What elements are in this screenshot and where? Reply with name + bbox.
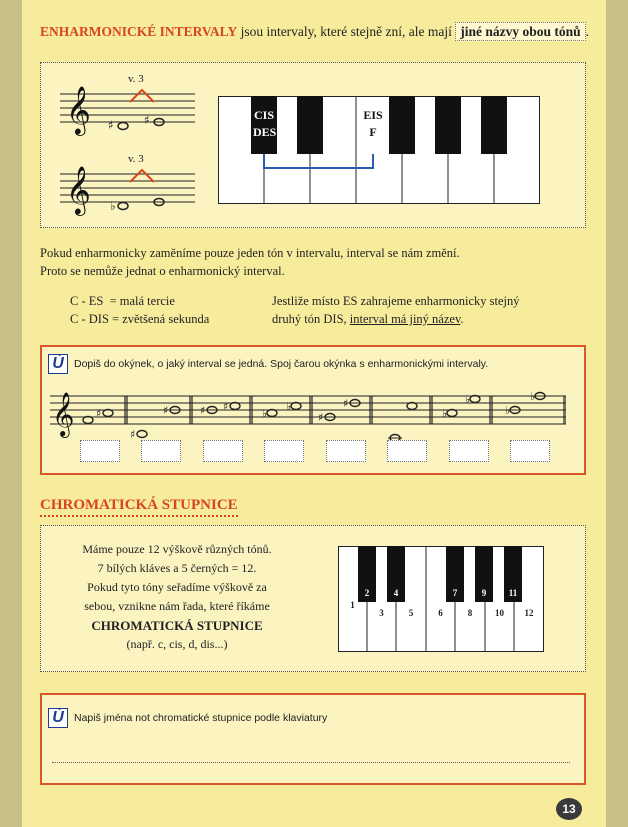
staff-2-label: v. 3 xyxy=(128,153,144,165)
chromatic-line-6: (např. c, cis, d, dis...) xyxy=(126,637,228,651)
exercise-2-box xyxy=(40,693,586,785)
black-key-number: 11 xyxy=(508,588,518,598)
example-right-2a: druhý tón DIS, xyxy=(272,312,347,326)
answer-box[interactable] xyxy=(80,440,120,462)
example-left-1: C - ES = malá tercie xyxy=(70,294,175,308)
black-key-number: 9 xyxy=(481,588,487,598)
key-des: DES xyxy=(253,125,277,139)
exercise-1-instruction: Dopiš do okýnek, o jaký interval se jedná. Spoj čarou okýnka s enharmonickými intervaly. xyxy=(74,358,489,370)
chromatic-line-4: sebou, vznikne nám řada, které říkáme xyxy=(84,599,270,613)
white-key-number: 6 xyxy=(438,608,443,618)
intro-line xyxy=(40,24,589,40)
svg-text:♭: ♭ xyxy=(465,393,471,406)
svg-text:♯: ♯ xyxy=(130,428,136,441)
exercise-1-icon: Ú xyxy=(48,354,68,374)
answer-box[interactable] xyxy=(449,440,489,462)
white-key-number: 10 xyxy=(495,608,504,618)
example-right-2 xyxy=(272,310,520,328)
svg-text:♯: ♯ xyxy=(223,400,229,413)
white-key-number: 3 xyxy=(379,608,384,618)
answer-box[interactable] xyxy=(203,440,243,462)
answer-box[interactable] xyxy=(326,440,366,462)
black-key-number: 4 xyxy=(393,588,399,598)
chromatic-text xyxy=(62,540,292,654)
svg-text:♭: ♭ xyxy=(530,390,536,403)
svg-text:♯: ♯ xyxy=(200,404,206,417)
key-cis-des-label xyxy=(253,107,275,141)
intro-text: jsou intervaly, které stejně zní, ale mají xyxy=(240,24,452,39)
answer-line[interactable] xyxy=(52,762,570,763)
svg-text:♯: ♯ xyxy=(318,411,324,424)
white-key-number: 5 xyxy=(408,608,414,618)
exercise-2-instruction: Napiš jména not chromatické stupnice podle klaviatury xyxy=(74,712,328,724)
staff-1-label: v. 3 xyxy=(128,73,144,85)
svg-text:♯: ♯ xyxy=(144,113,150,127)
intro-highlight: jiné názvy obou tónů xyxy=(455,22,585,41)
answer-box[interactable] xyxy=(141,440,181,462)
svg-text:♯: ♯ xyxy=(108,118,114,132)
page-number: 13 xyxy=(556,798,582,820)
svg-text:♭: ♭ xyxy=(262,407,268,420)
intro-end: . xyxy=(585,24,590,39)
answer-box[interactable] xyxy=(264,440,304,462)
intro-heading: ENHARMONICKÉ INTERVALY xyxy=(40,24,238,39)
white-key-number: 8 xyxy=(467,608,473,618)
svg-text:♯: ♯ xyxy=(96,407,102,420)
key-eis-f-label xyxy=(360,107,386,141)
chromatic-line-1: Máme pouze 12 výškově různých tónů. xyxy=(82,542,272,556)
chromatic-heading: CHROMATICKÁ STUPNICE xyxy=(40,497,238,517)
white-key-number: 1 xyxy=(350,600,355,610)
svg-text:♭: ♭ xyxy=(110,199,116,213)
svg-text:♭: ♭ xyxy=(505,404,511,417)
key-cis: CIS xyxy=(253,108,274,122)
example-right-1: Jestliže místo ES zahrajeme enharmonicky stejný xyxy=(272,294,520,308)
answer-box[interactable] xyxy=(510,440,550,462)
example-right-2c: . xyxy=(460,312,464,326)
svg-text:𝄞: 𝄞 xyxy=(52,392,75,436)
black-key-number: 7 xyxy=(452,588,458,598)
svg-text:♭: ♭ xyxy=(286,400,292,413)
svg-text:♯: ♯ xyxy=(343,397,349,410)
key-f: F xyxy=(369,125,377,139)
example-right xyxy=(272,292,520,328)
exercise-2-icon: Ú xyxy=(48,708,68,728)
white-key-number: 12 xyxy=(524,608,534,618)
paragraph-line-2: Proto se nemůže jednat o enharmonický interval. xyxy=(40,264,285,278)
paragraph-line-1: Pokud enharmonicky zaměníme pouze jeden tón v intervalu, interval se nám změní. xyxy=(40,246,460,260)
example-right-2b: interval má jiný název xyxy=(349,312,461,326)
chromatic-line-2: 7 bílých kláves a 5 černých = 12. xyxy=(97,561,257,575)
example-left xyxy=(70,292,209,328)
example-left-2: C - DIS = zvětšená sekunda xyxy=(70,312,210,326)
svg-text:𝄞: 𝄞 xyxy=(66,85,91,134)
answer-box[interactable] xyxy=(387,440,427,462)
chromatic-line-5: CHROMATICKÁ STUPNICE xyxy=(91,618,263,633)
paragraph xyxy=(40,244,460,280)
exercise-1-answer-row xyxy=(80,440,550,462)
key-eis: EIS xyxy=(363,108,383,122)
black-key-number: 2 xyxy=(364,588,370,598)
piano-keyboard-2 xyxy=(338,546,544,652)
exercise-1-staff xyxy=(50,382,566,442)
svg-text:𝄞: 𝄞 xyxy=(66,165,91,214)
svg-text:♯: ♯ xyxy=(163,404,169,417)
svg-text:♭: ♭ xyxy=(442,407,448,420)
chromatic-line-3: Pokud tyto tóny seřadíme výškově za xyxy=(87,580,267,594)
